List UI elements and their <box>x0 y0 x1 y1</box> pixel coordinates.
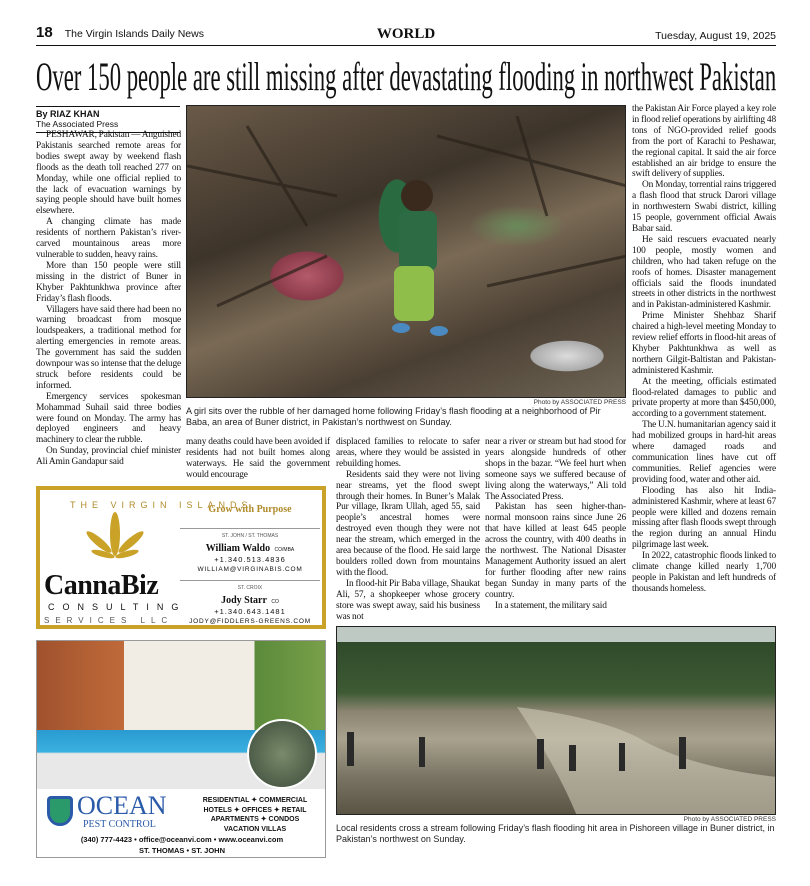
divider <box>180 528 320 529</box>
service-line: HOTELS ✦ OFFICES ✦ RETAIL <box>203 806 307 814</box>
logo-arc-text: THE VIRGIN ISLANDS <box>70 500 253 510</box>
article-paragraph: Villagers have said there had been no warning broadcast from mosque loudspeakers, a traditional method for alerting emergencies in remote areas. The government has said the sudden downpour was so intense that the deluge struck before residents could be informed. <box>36 304 181 391</box>
photo2-credit: Photo by ASSOCIATED PRESS <box>683 816 776 823</box>
photo-girl-on-rubble <box>186 105 626 398</box>
contact-email[interactable]: WILLIAM@VIRGINABIS.COM <box>197 565 303 573</box>
ocean-brand: OCEAN <box>77 791 167 820</box>
author: By RIAZ KHAN <box>36 109 100 119</box>
article-paragraph: near a river or stream but had stood for years alongside hundreds of other shops in the bazar. “We feel hurt when someone says we suffered because of living along the waterways,” Ali told The Associated Press. <box>485 437 626 502</box>
article-column-3 <box>336 437 480 622</box>
brand-name: CannaBiz <box>44 570 159 601</box>
cannabiz-ad[interactable] <box>36 486 326 629</box>
section-label: WORLD <box>376 26 436 42</box>
service-line: APARTMENTS ✦ CONDOS <box>210 816 300 823</box>
contact-phone[interactable]: +1.340.513.4836 <box>214 555 286 564</box>
ocean-contact[interactable]: (340) 777-4423 • office@oceanvi.com • www.oceanvi.com <box>80 835 284 844</box>
contact-email[interactable]: JODY@FIDDLERS-GREENS.COM <box>189 617 311 625</box>
article-paragraph: He said rescuers evacuated nearly 100 people, mostly women and children, who had taken refuge on the roofs of homes. Disaster management officials said the floods inundated streets in other districts in the northwest and in Pakistan-administered Kashmir. <box>632 234 776 311</box>
service-line: RESIDENTIAL ✦ COMMERCIAL <box>202 797 308 804</box>
contact-phone[interactable]: +1.340.643.1481 <box>214 607 286 616</box>
article-paragraph: many deaths could have been avoided if residents had not built homes along waterways. He said the government would encourage <box>186 437 330 480</box>
article-paragraph: In a statement, the military said <box>495 600 607 611</box>
article-paragraph: On Sunday, provincial chief minister Ali Amin Gandapur said <box>36 446 181 468</box>
photo1-credit: Photo by ASSOCIATED PRESS <box>533 399 626 406</box>
service-line: VACATION VILLAS <box>223 825 287 833</box>
article-paragraph: Residents said they were not living near streams, yet the flood swept through their homes. In Buner’s Malak Pur village, Ikram Ullah, aged 55, said people’s ancestral homes were destroyed even though they were not near the stream, which emerged in the area because of the flood. He said large boulders rolled down from mountains with the flood. <box>336 469 480 578</box>
article-paragraph: Pakistan has seen higher-than-normal monsoon rains since June 26 that have killed at least 645 people across the country, with 400 deaths in the northwest. The National Disaster Management Authority issued an alert for further flooding after new rains began Sunday in many parts of the country. <box>485 502 626 600</box>
photo1-caption: A girl sits over the rubble of her damaged home following Friday’s flash flooding at a neighborhood of Pir Baba, an area of Buner district, in Pakistan’s northwest on Sunday. <box>186 406 601 427</box>
article-paragraph: In flood-hit Pir Baba village, Shaukat Ali, 57, a shopkeeper whose grocery store was swept away, said his business was not <box>336 578 480 622</box>
article-paragraph: displaced families to relocate to safer areas, where they would be assisted in rebuilding homes. <box>336 437 480 469</box>
article-column-5 <box>632 104 776 595</box>
contact-title: CO <box>271 598 279 605</box>
services-list <box>185 796 325 834</box>
article-paragraph: The U.N. humanitarian agency said it had mobilized groups in hard-hit areas where damaged roads and communication lines have cut off communities. Relief agencies were providing food, water and other aid. <box>632 420 776 485</box>
shield-logo-icon <box>47 796 73 826</box>
article-paragraph: Emergency services spokesman Mohammad Suhail said three bodies were found on Monday. The army has deployed engineers and heavy machinery to clear the rubble. <box>36 391 181 446</box>
pest-inset-photo <box>247 719 317 789</box>
article-paragraph: Prime Minister Shehbaz Sharif chaired a high-level meeting Monday to review relief efforts in flood-hit areas of Khyber Pakhtunkhwa as well as northern Gilgit-Baltistan and Pakistan-administered Kashmir. <box>632 311 776 376</box>
photo2-caption: Local residents cross a stream following Friday’s flash flooding hit area in Pishoreen village in Buner district, in Pakistan’s northwest on Sunday. <box>336 823 775 844</box>
photo-illustration <box>337 627 776 815</box>
article-paragraph: At the meeting, officials estimated flood-related damages to public and private property at more than $450,000, according to a government statement. <box>632 376 776 420</box>
page-folio <box>36 26 776 46</box>
photo-illustration <box>187 106 626 398</box>
divider <box>180 580 320 581</box>
article-paragraph: In 2022, catastrophic floods linked to climate change killed nearly 1,700 people in Pakistan and left hundreds of thousands homeless. <box>632 551 776 594</box>
contact-region: ST. CROIX <box>237 585 263 591</box>
page-number: 18 <box>36 24 53 41</box>
article-paragraph: A changing climate has made residents of northern Pakistan’s river-carved mountainous areas more vulnerable to sudden, heavy rains. <box>36 217 181 260</box>
ocean-brand-sub: PEST CONTROL <box>83 819 156 830</box>
leaf-logo-icon <box>85 512 145 567</box>
article-paragraph: On Monday, torrential rains triggered a flash flood that struck Darori village in northwestern Swabi district, killing 15 people, government official Awais Babar said. <box>632 180 776 234</box>
article-column-2 <box>186 437 330 481</box>
contact-name: William Waldo <box>205 542 271 554</box>
article-column-4 <box>485 437 626 612</box>
article-paragraph: Flooding has also hit India-administered Kashmir, where at least 67 people were killed and dozens remain missing after flash floods swept through the region during an annual Hindu pilgrimage last week. <box>632 485 776 551</box>
article-paragraph: the Pakistan Air Force played a key role in flood relief operations by airlifting 48 tons of NGO-provided relief goods from the port of Karachi to Peshawar, the regional capital. It said the air force established an air bridge to ensure the swift delivery of supplies. <box>632 104 776 180</box>
contact-1 <box>180 532 320 574</box>
headline: Over 150 people are still missing after devastating flooding in northwest Pakistan <box>36 54 777 99</box>
ocean-locations: ST. THOMAS • ST. JOHN <box>139 846 225 855</box>
byline <box>36 106 180 133</box>
issue-date: Tuesday, August 19, 2025 <box>655 30 776 42</box>
article-paragraph: More than 150 people were still missing in the district of Buner in Khyber Pakhtunkhwa province after Friday’s flash floods. <box>36 260 181 304</box>
contact-title: CO/MBA <box>274 546 295 553</box>
brand-sub1: CONSULTING <box>48 602 187 612</box>
newspaper-name: The Virgin Islands Daily News <box>64 28 204 40</box>
contact-name: Jody Starr <box>221 594 267 606</box>
contact-region: ST. JOHN / ST. THOMAS <box>221 533 279 539</box>
agency: The Associated Press <box>36 119 119 129</box>
tagline: Grow with Purpose <box>208 504 292 515</box>
article-column-1 <box>36 130 181 468</box>
brand-sub2: SERVICES LLC <box>44 616 174 625</box>
contact-2 <box>180 584 320 626</box>
ocean-pest-control-ad[interactable] <box>36 640 326 858</box>
article-paragraph: PESHAWAR, Pakistan — Anguished Pakistanis searched remote areas for bodies swept away by weekend flash floods as the death toll reached 277 on Monday, while one official replied to the lack of evacuation warnings by saying people should have built homes elsewhere. <box>36 130 181 217</box>
photo-stream-crossing <box>336 626 776 815</box>
